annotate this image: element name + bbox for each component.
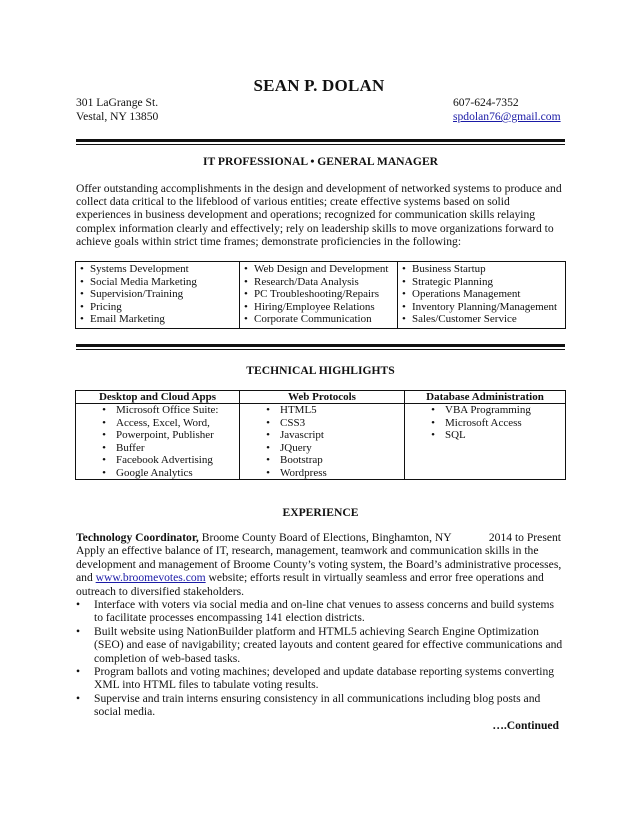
tech-item bbox=[405, 429, 565, 442]
skills-divider bbox=[76, 344, 565, 350]
tech-label: Microsoft Office Suite: bbox=[116, 404, 219, 416]
bullet-icon: • bbox=[102, 429, 106, 442]
tech-header: Web Protocols bbox=[240, 391, 404, 404]
tech-item bbox=[76, 442, 239, 455]
bullet-icon: • bbox=[102, 416, 106, 429]
skill-label: Email Marketing bbox=[90, 313, 165, 326]
job-role: Technology Coordinator, bbox=[76, 531, 199, 544]
contact-block bbox=[453, 96, 561, 124]
experience-bullet bbox=[76, 665, 565, 692]
skill-item bbox=[244, 301, 397, 314]
bullet-icon: • bbox=[80, 313, 84, 326]
tech-column-web bbox=[240, 391, 405, 479]
tech-header: Desktop and Cloud Apps bbox=[76, 391, 239, 404]
skill-label: Inventory Planning/Management bbox=[412, 300, 558, 313]
skill-label: Strategic Planning bbox=[412, 275, 493, 288]
tech-item bbox=[240, 417, 404, 430]
address-line-2: Vestal, NY 13850 bbox=[76, 110, 159, 123]
bullet-icon: • bbox=[266, 466, 270, 479]
bullet-icon: • bbox=[76, 598, 81, 611]
experience-bullet bbox=[76, 598, 565, 625]
bullet-icon: • bbox=[402, 313, 406, 326]
tech-header: Database Administration bbox=[405, 391, 565, 404]
bullet-icon: • bbox=[244, 263, 248, 275]
bullet-icon: • bbox=[266, 454, 270, 467]
skill-label: Corporate Communication bbox=[254, 313, 372, 326]
bullet-icon: • bbox=[244, 313, 248, 326]
skill-label: Research/Data Analysis bbox=[254, 275, 359, 288]
tech-column-desktop bbox=[76, 391, 240, 479]
tech-label: Facebook Advertising bbox=[116, 454, 213, 467]
bullet-icon: • bbox=[80, 300, 84, 313]
bullet-icon: • bbox=[244, 275, 248, 288]
experience-entry bbox=[76, 531, 565, 598]
bullet-icon: • bbox=[244, 288, 248, 301]
tech-label: Access, Excel, Word, bbox=[116, 416, 210, 429]
tech-label: HTML5 bbox=[280, 404, 317, 416]
skill-label: PC Troubleshooting/Repairs bbox=[254, 288, 379, 301]
tech-label: Microsoft Access bbox=[445, 416, 522, 429]
bullet-icon: • bbox=[80, 288, 84, 301]
tech-label: SQL bbox=[445, 429, 466, 442]
summary-paragraph: Offer outstanding accomplishments in the design and development of networked systems to produce and collect data critical to the lifeblood of various entities; create effective systems based on solid experiences in business development and operations; recognized for communication skills relaying complex information clearly and effectively; rely on leadership skills to move organizations forward to achieve goals within strict time frames; demonstrate proficiencies in the following: bbox=[76, 182, 562, 248]
bullet-icon: • bbox=[402, 263, 406, 275]
bullet-icon: • bbox=[76, 665, 81, 679]
experience-title: EXPERIENCE bbox=[282, 506, 359, 519]
tech-item bbox=[76, 417, 239, 430]
tech-item bbox=[76, 429, 239, 442]
tech-label: Wordpress bbox=[280, 466, 327, 479]
broomevotes-link[interactable]: www.broomevotes.com bbox=[95, 571, 206, 585]
skill-item bbox=[80, 276, 239, 289]
candidate-name: SEAN P. DOLAN bbox=[253, 76, 385, 95]
skills-column-1 bbox=[76, 262, 240, 328]
phone-number: 607-624-7352 bbox=[453, 96, 519, 109]
bullet-icon: • bbox=[80, 275, 84, 288]
bullet-icon: • bbox=[76, 624, 81, 638]
tech-item bbox=[76, 404, 239, 417]
bullet-icon: • bbox=[431, 416, 435, 429]
skill-item bbox=[80, 301, 239, 314]
tech-label: CSS3 bbox=[280, 416, 306, 429]
bullet-icon: • bbox=[431, 404, 435, 416]
tech-item bbox=[240, 442, 404, 455]
technical-table bbox=[75, 390, 566, 480]
skill-item bbox=[402, 276, 565, 289]
skill-item bbox=[402, 313, 565, 326]
skill-item bbox=[402, 288, 565, 301]
skill-label: Business Startup bbox=[412, 263, 486, 275]
header-divider bbox=[76, 139, 565, 145]
continued-label: ….Continued bbox=[492, 719, 559, 732]
skill-item bbox=[244, 313, 397, 326]
skill-item bbox=[80, 288, 239, 301]
address-line-1: 301 LaGrange St. bbox=[76, 96, 159, 109]
address-block bbox=[76, 96, 158, 124]
skill-item bbox=[244, 263, 397, 276]
tech-list-0 bbox=[76, 404, 239, 480]
tech-label: Javascript bbox=[280, 429, 324, 442]
job-description bbox=[76, 544, 565, 598]
tech-label: Powerpoint, Publisher bbox=[116, 429, 214, 442]
bullet-icon: • bbox=[102, 404, 106, 416]
bullet-text: Supervise and train interns ensuring consistency in all communications including blog posts and social media. bbox=[94, 691, 541, 719]
skill-item bbox=[244, 288, 397, 301]
job-description-part-2: website; efforts result in virtually seamless and error free operations and outreach to diversified stakeholders. bbox=[76, 571, 544, 598]
tech-item bbox=[240, 454, 404, 467]
technical-title: TECHNICAL HIGHLIGHTS bbox=[246, 364, 395, 377]
bullet-text: Built website using NationBuilder platform and HTML5 achieving Search Engine Optimization (SEO) and ease of navigability; created layouts and content geared for effective communications and completion of web-based tasks. bbox=[94, 624, 563, 665]
skill-label: Web Design and Development bbox=[254, 263, 389, 275]
skill-item bbox=[80, 313, 239, 326]
bullet-icon: • bbox=[76, 691, 81, 705]
bullet-icon: • bbox=[102, 454, 106, 467]
experience-bullets bbox=[76, 598, 565, 719]
bullet-icon: • bbox=[102, 441, 106, 454]
experience-bullet bbox=[76, 625, 565, 665]
tech-label: VBA Programming bbox=[445, 404, 531, 416]
tech-item bbox=[240, 467, 404, 480]
tech-label: Buffer bbox=[116, 441, 145, 454]
job-organization: Broome County Board of Elections, Binghamton, NY bbox=[198, 531, 452, 544]
tech-item bbox=[76, 454, 239, 467]
skill-label: Supervision/Training bbox=[90, 288, 184, 301]
bullet-text: Program ballots and voting machines; developed and update database reporting systems converting XML into HTML files to tabulate voting results. bbox=[94, 665, 555, 692]
tech-list-1 bbox=[240, 404, 404, 480]
skill-label: Pricing bbox=[90, 300, 122, 313]
job-dates: 2014 to Present bbox=[488, 531, 561, 544]
skill-label: Systems Development bbox=[90, 263, 189, 275]
skills-column-3 bbox=[398, 262, 565, 328]
tech-item bbox=[240, 404, 404, 417]
skills-column-2 bbox=[240, 262, 398, 328]
email-link[interactable]: spdolan76@gmail.com bbox=[453, 110, 561, 123]
bullet-icon: • bbox=[266, 416, 270, 429]
bullet-icon: • bbox=[402, 288, 406, 301]
tech-item bbox=[240, 429, 404, 442]
tech-item bbox=[405, 404, 565, 417]
bullet-icon: • bbox=[80, 263, 84, 275]
headline: IT PROFESSIONAL • GENERAL MANAGER bbox=[202, 155, 439, 168]
bullet-icon: • bbox=[266, 429, 270, 442]
bullet-icon: • bbox=[431, 429, 435, 442]
skill-label: Hiring/Employee Relations bbox=[254, 300, 375, 313]
bullet-icon: • bbox=[402, 300, 406, 313]
job-description-part-1: Apply an effective balance of IT, research, management, teamwork and communication skills in the development and management of Broome County’s voting system, the Board’s administrative processes, and bbox=[76, 544, 562, 585]
bullet-icon: • bbox=[402, 275, 406, 288]
bullet-icon: • bbox=[266, 441, 270, 454]
tech-list-2 bbox=[405, 404, 565, 442]
bullet-icon: • bbox=[266, 404, 270, 416]
tech-label: Google Analytics bbox=[116, 466, 193, 479]
tech-item bbox=[405, 417, 565, 430]
bullet-text: Interface with voters via social media and on-line chat venues to assess concerns and build systems to facilitate processes encompassing 141 election districts. bbox=[94, 598, 555, 625]
tech-label: Bootstrap bbox=[280, 454, 323, 467]
tech-label: JQuery bbox=[280, 441, 312, 454]
skill-item bbox=[80, 263, 239, 276]
skill-label: Operations Management bbox=[412, 288, 521, 301]
bullet-icon: • bbox=[244, 300, 248, 313]
experience-bullet bbox=[76, 692, 565, 719]
skill-item bbox=[244, 276, 397, 289]
skill-item bbox=[402, 301, 565, 314]
skill-label: Social Media Marketing bbox=[90, 275, 197, 288]
skill-item bbox=[402, 263, 565, 276]
skill-label: Sales/Customer Service bbox=[412, 313, 517, 326]
bullet-icon: • bbox=[102, 466, 106, 479]
skills-grid bbox=[75, 261, 566, 329]
tech-item bbox=[76, 467, 239, 480]
tech-column-database bbox=[405, 391, 565, 479]
